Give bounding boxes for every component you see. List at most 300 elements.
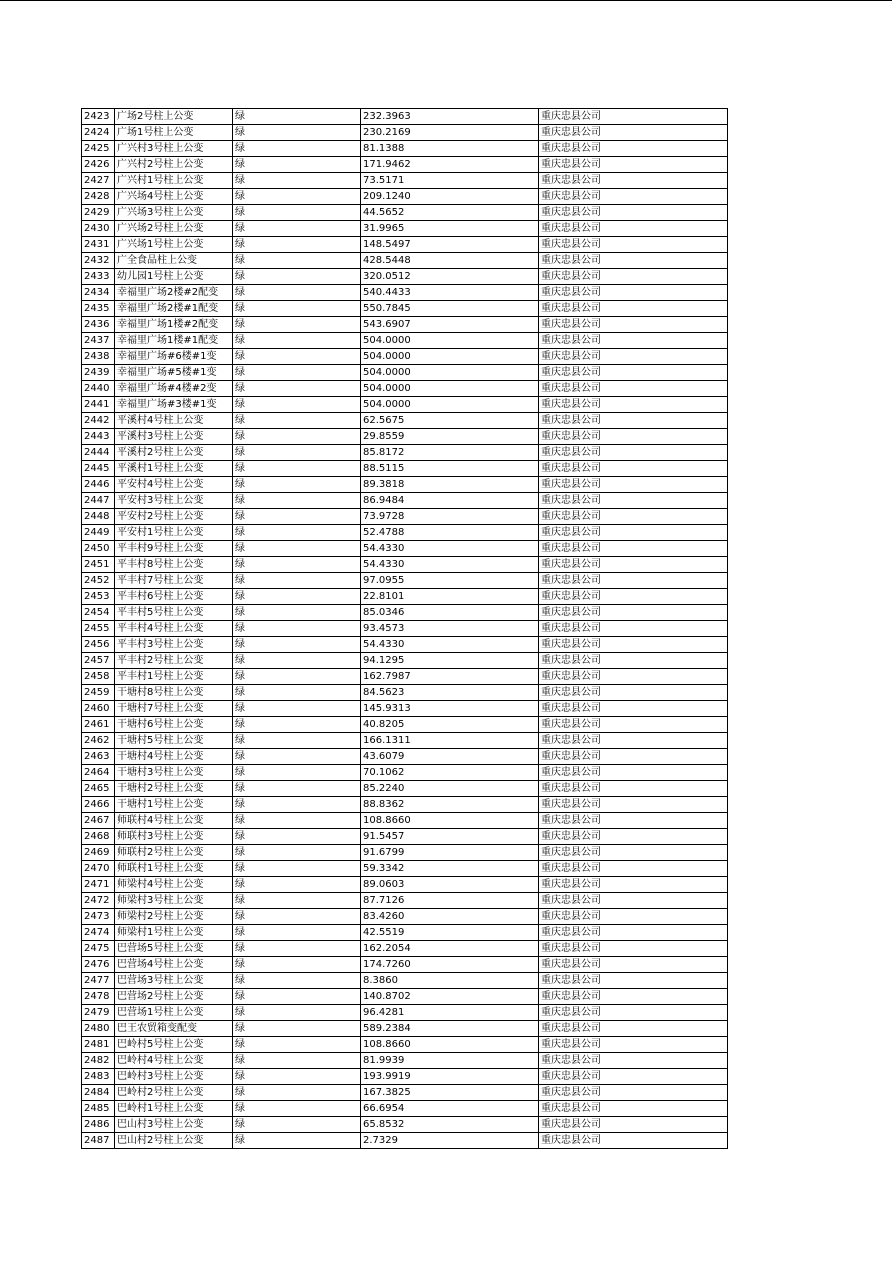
company-cell: 重庆忠县公司 — [539, 333, 728, 349]
status-color-cell: 绿 — [233, 205, 361, 221]
transformer-name-cell: 幸福里广场#4楼#2变 — [115, 381, 233, 397]
table-row — [82, 1101, 728, 1117]
status-color-cell: 绿 — [233, 301, 361, 317]
status-color-cell: 绿 — [233, 701, 361, 717]
transformer-name-cell: 巴营场4号柱上公变 — [115, 957, 233, 973]
transformer-name-cell: 师梁村3号柱上公变 — [115, 893, 233, 909]
company-cell: 重庆忠县公司 — [539, 749, 728, 765]
transformer-name-cell: 广场2号柱上公变 — [115, 109, 233, 125]
table-row — [82, 941, 728, 957]
company-cell: 重庆忠县公司 — [539, 237, 728, 253]
status-color-cell: 绿 — [233, 621, 361, 637]
transformer-name-cell: 平丰村8号柱上公变 — [115, 557, 233, 573]
status-color-cell: 绿 — [233, 973, 361, 989]
status-color-cell: 绿 — [233, 189, 361, 205]
status-color-cell: 绿 — [233, 141, 361, 157]
value-cell: 65.8532 — [361, 1117, 539, 1133]
transformer-name-cell: 巴王农贸箱变配变 — [115, 1021, 233, 1037]
value-cell: 97.0955 — [361, 573, 539, 589]
value-cell: 86.9484 — [361, 493, 539, 509]
status-color-cell: 绿 — [233, 173, 361, 189]
status-color-cell: 绿 — [233, 989, 361, 1005]
table-row — [82, 669, 728, 685]
value-cell: 22.8101 — [361, 589, 539, 605]
status-color-cell: 绿 — [233, 733, 361, 749]
transformer-name-cell: 干塘村2号柱上公变 — [115, 781, 233, 797]
company-cell: 重庆忠县公司 — [539, 845, 728, 861]
company-cell: 重庆忠县公司 — [539, 541, 728, 557]
status-color-cell: 绿 — [233, 669, 361, 685]
table-row — [82, 1069, 728, 1085]
table-row — [82, 429, 728, 445]
row-id-cell: 2438 — [82, 349, 115, 365]
value-cell: 543.6907 — [361, 317, 539, 333]
value-cell: 59.3342 — [361, 861, 539, 877]
transformer-name-cell: 平丰村5号柱上公变 — [115, 605, 233, 621]
company-cell: 重庆忠县公司 — [539, 269, 728, 285]
value-cell: 550.7845 — [361, 301, 539, 317]
status-color-cell: 绿 — [233, 429, 361, 445]
company-cell: 重庆忠县公司 — [539, 157, 728, 173]
row-id-cell: 2469 — [82, 845, 115, 861]
status-color-cell: 绿 — [233, 1117, 361, 1133]
value-cell: 73.9728 — [361, 509, 539, 525]
status-color-cell: 绿 — [233, 717, 361, 733]
row-id-cell: 2464 — [82, 765, 115, 781]
row-id-cell: 2442 — [82, 413, 115, 429]
value-cell: 171.9462 — [361, 157, 539, 173]
row-id-cell: 2447 — [82, 493, 115, 509]
company-cell: 重庆忠县公司 — [539, 141, 728, 157]
value-cell: 73.5171 — [361, 173, 539, 189]
value-cell: 40.8205 — [361, 717, 539, 733]
transformer-name-cell: 幸福里广场#5楼#1变 — [115, 365, 233, 381]
table-row — [82, 1053, 728, 1069]
transformer-name-cell: 巴岭村5号柱上公变 — [115, 1037, 233, 1053]
status-color-cell: 绿 — [233, 925, 361, 941]
table-row — [82, 893, 728, 909]
transformer-name-cell: 巴山村2号柱上公变 — [115, 1133, 233, 1149]
row-id-cell: 2431 — [82, 237, 115, 253]
value-cell: 31.9965 — [361, 221, 539, 237]
company-cell: 重庆忠县公司 — [539, 461, 728, 477]
transformer-name-cell: 平溪村3号柱上公变 — [115, 429, 233, 445]
value-cell: 320.0512 — [361, 269, 539, 285]
company-cell: 重庆忠县公司 — [539, 381, 728, 397]
transformer-name-cell: 广场1号柱上公变 — [115, 125, 233, 141]
value-cell: 504.0000 — [361, 365, 539, 381]
value-cell: 540.4433 — [361, 285, 539, 301]
table-row — [82, 829, 728, 845]
row-id-cell: 2428 — [82, 189, 115, 205]
company-cell: 重庆忠县公司 — [539, 189, 728, 205]
row-id-cell: 2471 — [82, 877, 115, 893]
status-color-cell: 绿 — [233, 685, 361, 701]
transformer-name-cell: 巴岭村1号柱上公变 — [115, 1101, 233, 1117]
transformer-name-cell: 平丰村6号柱上公变 — [115, 589, 233, 605]
status-color-cell: 绿 — [233, 829, 361, 845]
table-row — [82, 717, 728, 733]
company-cell: 重庆忠县公司 — [539, 829, 728, 845]
table-row — [82, 285, 728, 301]
status-color-cell: 绿 — [233, 109, 361, 125]
value-cell: 504.0000 — [361, 381, 539, 397]
transformer-name-cell: 平溪村2号柱上公变 — [115, 445, 233, 461]
table-row — [82, 957, 728, 973]
table-row — [82, 845, 728, 861]
company-cell: 重庆忠县公司 — [539, 445, 728, 461]
table-row — [82, 573, 728, 589]
company-cell: 重庆忠县公司 — [539, 205, 728, 221]
row-id-cell: 2482 — [82, 1053, 115, 1069]
table-row — [82, 189, 728, 205]
transformer-name-cell: 巴营场3号柱上公变 — [115, 973, 233, 989]
transformer-name-cell: 广兴场2号柱上公变 — [115, 221, 233, 237]
status-color-cell: 绿 — [233, 445, 361, 461]
transformer-name-cell: 广兴村2号柱上公变 — [115, 157, 233, 173]
value-cell: 166.1311 — [361, 733, 539, 749]
company-cell: 重庆忠县公司 — [539, 557, 728, 573]
status-color-cell: 绿 — [233, 1069, 361, 1085]
row-id-cell: 2465 — [82, 781, 115, 797]
row-id-cell: 2434 — [82, 285, 115, 301]
table-row — [82, 317, 728, 333]
company-cell: 重庆忠县公司 — [539, 989, 728, 1005]
transformer-name-cell: 平丰村2号柱上公变 — [115, 653, 233, 669]
transformer-name-cell: 师梁村4号柱上公变 — [115, 877, 233, 893]
row-id-cell: 2433 — [82, 269, 115, 285]
company-cell: 重庆忠县公司 — [539, 733, 728, 749]
company-cell: 重庆忠县公司 — [539, 589, 728, 605]
table-row — [82, 781, 728, 797]
table-row — [82, 541, 728, 557]
company-cell: 重庆忠县公司 — [539, 525, 728, 541]
table-row — [82, 141, 728, 157]
status-color-cell: 绿 — [233, 397, 361, 413]
row-id-cell: 2475 — [82, 941, 115, 957]
value-cell: 2.7329 — [361, 1133, 539, 1149]
company-cell: 重庆忠县公司 — [539, 125, 728, 141]
status-color-cell: 绿 — [233, 333, 361, 349]
row-id-cell: 2457 — [82, 653, 115, 669]
table-row — [82, 557, 728, 573]
company-cell: 重庆忠县公司 — [539, 253, 728, 269]
value-cell: 89.0603 — [361, 877, 539, 893]
table-row — [82, 253, 728, 269]
row-id-cell: 2435 — [82, 301, 115, 317]
table-row — [82, 685, 728, 701]
value-cell: 108.8660 — [361, 813, 539, 829]
row-id-cell: 2437 — [82, 333, 115, 349]
row-id-cell: 2472 — [82, 893, 115, 909]
row-id-cell: 2430 — [82, 221, 115, 237]
row-id-cell: 2485 — [82, 1101, 115, 1117]
company-cell: 重庆忠县公司 — [539, 477, 728, 493]
status-color-cell: 绿 — [233, 1053, 361, 1069]
row-id-cell: 2479 — [82, 1005, 115, 1021]
table-row — [82, 333, 728, 349]
status-color-cell: 绿 — [233, 1021, 361, 1037]
status-color-cell: 绿 — [233, 765, 361, 781]
row-id-cell: 2468 — [82, 829, 115, 845]
value-cell: 230.2169 — [361, 125, 539, 141]
status-color-cell: 绿 — [233, 285, 361, 301]
transformer-name-cell: 平丰村7号柱上公变 — [115, 573, 233, 589]
page-top-rule — [0, 0, 892, 1]
row-id-cell: 2484 — [82, 1085, 115, 1101]
status-color-cell: 绿 — [233, 381, 361, 397]
status-color-cell: 绿 — [233, 877, 361, 893]
company-cell: 重庆忠县公司 — [539, 605, 728, 621]
row-id-cell: 2480 — [82, 1021, 115, 1037]
table-row — [82, 397, 728, 413]
status-color-cell: 绿 — [233, 1133, 361, 1149]
row-id-cell: 2455 — [82, 621, 115, 637]
row-id-cell: 2487 — [82, 1133, 115, 1149]
table-row — [82, 765, 728, 781]
table-row — [82, 301, 728, 317]
status-color-cell: 绿 — [233, 525, 361, 541]
table-row — [82, 605, 728, 621]
table-row — [82, 653, 728, 669]
table-row — [82, 269, 728, 285]
row-id-cell: 2463 — [82, 749, 115, 765]
table-row — [82, 157, 728, 173]
table-row — [82, 237, 728, 253]
value-cell: 54.4330 — [361, 637, 539, 653]
value-cell: 504.0000 — [361, 333, 539, 349]
company-cell: 重庆忠县公司 — [539, 317, 728, 333]
value-cell: 108.8660 — [361, 1037, 539, 1053]
value-cell: 54.4330 — [361, 557, 539, 573]
company-cell: 重庆忠县公司 — [539, 509, 728, 525]
transformer-name-cell: 幸福里广场2楼#2配变 — [115, 285, 233, 301]
table-row — [82, 445, 728, 461]
value-cell: 232.3963 — [361, 109, 539, 125]
table-row — [82, 861, 728, 877]
row-id-cell: 2440 — [82, 381, 115, 397]
row-id-cell: 2453 — [82, 589, 115, 605]
transformer-name-cell: 平安村2号柱上公变 — [115, 509, 233, 525]
transformer-name-cell: 巴岭村2号柱上公变 — [115, 1085, 233, 1101]
status-color-cell: 绿 — [233, 477, 361, 493]
status-color-cell: 绿 — [233, 1037, 361, 1053]
transformer-name-cell: 干塘村4号柱上公变 — [115, 749, 233, 765]
transformer-name-cell: 平安村4号柱上公变 — [115, 477, 233, 493]
row-id-cell: 2461 — [82, 717, 115, 733]
company-cell: 重庆忠县公司 — [539, 925, 728, 941]
company-cell: 重庆忠县公司 — [539, 1085, 728, 1101]
value-cell: 209.1240 — [361, 189, 539, 205]
company-cell: 重庆忠县公司 — [539, 221, 728, 237]
status-color-cell: 绿 — [233, 589, 361, 605]
value-cell: 140.8702 — [361, 989, 539, 1005]
transformer-name-cell: 干塘村6号柱上公变 — [115, 717, 233, 733]
value-cell: 8.3860 — [361, 973, 539, 989]
row-id-cell: 2459 — [82, 685, 115, 701]
table-row — [82, 701, 728, 717]
transformer-name-cell: 平丰村4号柱上公变 — [115, 621, 233, 637]
transformer-name-cell: 巴营场5号柱上公变 — [115, 941, 233, 957]
status-color-cell: 绿 — [233, 237, 361, 253]
value-cell: 85.0346 — [361, 605, 539, 621]
table-row — [82, 349, 728, 365]
company-cell: 重庆忠县公司 — [539, 413, 728, 429]
value-cell: 96.4281 — [361, 1005, 539, 1021]
transformer-name-cell: 干塘村3号柱上公变 — [115, 765, 233, 781]
status-color-cell: 绿 — [233, 637, 361, 653]
company-cell: 重庆忠县公司 — [539, 301, 728, 317]
transformer-name-cell: 师联村2号柱上公变 — [115, 845, 233, 861]
status-color-cell: 绿 — [233, 749, 361, 765]
transformer-name-cell: 广兴场3号柱上公变 — [115, 205, 233, 221]
row-id-cell: 2429 — [82, 205, 115, 221]
transformer-name-cell: 师梁村2号柱上公变 — [115, 909, 233, 925]
value-cell: 44.5652 — [361, 205, 539, 221]
transformer-name-cell: 平溪村4号柱上公变 — [115, 413, 233, 429]
company-cell: 重庆忠县公司 — [539, 701, 728, 717]
company-cell: 重庆忠县公司 — [539, 349, 728, 365]
transformer-name-cell: 干塘村5号柱上公变 — [115, 733, 233, 749]
row-id-cell: 2443 — [82, 429, 115, 445]
transformer-name-cell: 幸福里广场#6楼#1变 — [115, 349, 233, 365]
status-color-cell: 绿 — [233, 909, 361, 925]
company-cell: 重庆忠县公司 — [539, 957, 728, 973]
company-cell: 重庆忠县公司 — [539, 365, 728, 381]
table-row — [82, 173, 728, 189]
company-cell: 重庆忠县公司 — [539, 621, 728, 637]
value-cell: 54.4330 — [361, 541, 539, 557]
value-cell: 88.8362 — [361, 797, 539, 813]
table-row — [82, 381, 728, 397]
table-row — [82, 1133, 728, 1149]
transformer-name-cell: 巴岭村3号柱上公变 — [115, 1069, 233, 1085]
table-row — [82, 365, 728, 381]
value-cell: 85.2240 — [361, 781, 539, 797]
value-cell: 52.4788 — [361, 525, 539, 541]
status-color-cell: 绿 — [233, 253, 361, 269]
transformer-name-cell: 平丰村9号柱上公变 — [115, 541, 233, 557]
row-id-cell: 2427 — [82, 173, 115, 189]
value-cell: 91.5457 — [361, 829, 539, 845]
status-color-cell: 绿 — [233, 461, 361, 477]
row-id-cell: 2473 — [82, 909, 115, 925]
transformer-name-cell: 平安村1号柱上公变 — [115, 525, 233, 541]
transformer-name-cell: 干塘村8号柱上公变 — [115, 685, 233, 701]
table-row — [82, 909, 728, 925]
table-row — [82, 125, 728, 141]
table-row — [82, 621, 728, 637]
table-row — [82, 221, 728, 237]
status-color-cell: 绿 — [233, 269, 361, 285]
row-id-cell: 2467 — [82, 813, 115, 829]
status-color-cell: 绿 — [233, 813, 361, 829]
row-id-cell: 2454 — [82, 605, 115, 621]
status-color-cell: 绿 — [233, 957, 361, 973]
company-cell: 重庆忠县公司 — [539, 893, 728, 909]
value-cell: 167.3825 — [361, 1085, 539, 1101]
transformer-name-cell: 师联村3号柱上公变 — [115, 829, 233, 845]
value-cell: 88.5115 — [361, 461, 539, 477]
transformer-name-cell: 广兴场4号柱上公变 — [115, 189, 233, 205]
transformer-name-cell: 干塘村7号柱上公变 — [115, 701, 233, 717]
status-color-cell: 绿 — [233, 541, 361, 557]
transformer-name-cell: 幸福里广场#3楼#1变 — [115, 397, 233, 413]
row-id-cell: 2477 — [82, 973, 115, 989]
row-id-cell: 2424 — [82, 125, 115, 141]
table-row — [82, 1005, 728, 1021]
value-cell: 87.7126 — [361, 893, 539, 909]
row-id-cell: 2456 — [82, 637, 115, 653]
value-cell: 29.8559 — [361, 429, 539, 445]
value-cell: 162.2054 — [361, 941, 539, 957]
row-id-cell: 2426 — [82, 157, 115, 173]
value-cell: 174.7260 — [361, 957, 539, 973]
status-color-cell: 绿 — [233, 1085, 361, 1101]
status-color-cell: 绿 — [233, 893, 361, 909]
status-color-cell: 绿 — [233, 781, 361, 797]
row-id-cell: 2483 — [82, 1069, 115, 1085]
table-row — [82, 1085, 728, 1101]
table-row — [82, 973, 728, 989]
table-row — [82, 461, 728, 477]
company-cell: 重庆忠县公司 — [539, 1037, 728, 1053]
row-id-cell: 2481 — [82, 1037, 115, 1053]
transformer-name-cell: 广全食品柱上公变 — [115, 253, 233, 269]
company-cell: 重庆忠县公司 — [539, 797, 728, 813]
company-cell: 重庆忠县公司 — [539, 493, 728, 509]
company-cell: 重庆忠县公司 — [539, 973, 728, 989]
status-color-cell: 绿 — [233, 125, 361, 141]
value-cell: 193.9919 — [361, 1069, 539, 1085]
value-cell: 70.1062 — [361, 765, 539, 781]
company-cell: 重庆忠县公司 — [539, 781, 728, 797]
transformer-name-cell: 平溪村1号柱上公变 — [115, 461, 233, 477]
status-color-cell: 绿 — [233, 573, 361, 589]
transformer-name-cell: 巴山村3号柱上公变 — [115, 1117, 233, 1133]
company-cell: 重庆忠县公司 — [539, 1053, 728, 1069]
status-color-cell: 绿 — [233, 1101, 361, 1117]
value-cell: 42.5519 — [361, 925, 539, 941]
company-cell: 重庆忠县公司 — [539, 109, 728, 125]
transformer-name-cell: 平丰村3号柱上公变 — [115, 637, 233, 653]
status-color-cell: 绿 — [233, 557, 361, 573]
table-row — [82, 493, 728, 509]
status-color-cell: 绿 — [233, 797, 361, 813]
row-id-cell: 2444 — [82, 445, 115, 461]
transformer-name-cell: 巴营场2号柱上公变 — [115, 989, 233, 1005]
company-cell: 重庆忠县公司 — [539, 1021, 728, 1037]
company-cell: 重庆忠县公司 — [539, 173, 728, 189]
value-cell: 93.4573 — [361, 621, 539, 637]
value-cell: 504.0000 — [361, 349, 539, 365]
value-cell: 428.5448 — [361, 253, 539, 269]
value-cell: 89.3818 — [361, 477, 539, 493]
value-cell: 81.1388 — [361, 141, 539, 157]
value-cell: 504.0000 — [361, 397, 539, 413]
status-color-cell: 绿 — [233, 413, 361, 429]
transformer-name-cell: 师联村4号柱上公变 — [115, 813, 233, 829]
transformer-name-cell: 巴岭村4号柱上公变 — [115, 1053, 233, 1069]
table-row — [82, 477, 728, 493]
transformer-name-cell: 广兴村1号柱上公变 — [115, 173, 233, 189]
transformer-name-cell: 广兴村3号柱上公变 — [115, 141, 233, 157]
table-row — [82, 813, 728, 829]
transformer-name-cell: 幸福里广场2楼#1配变 — [115, 301, 233, 317]
transformer-name-cell: 平安村3号柱上公变 — [115, 493, 233, 509]
transformer-name-cell: 干塘村1号柱上公变 — [115, 797, 233, 813]
value-cell: 84.5623 — [361, 685, 539, 701]
